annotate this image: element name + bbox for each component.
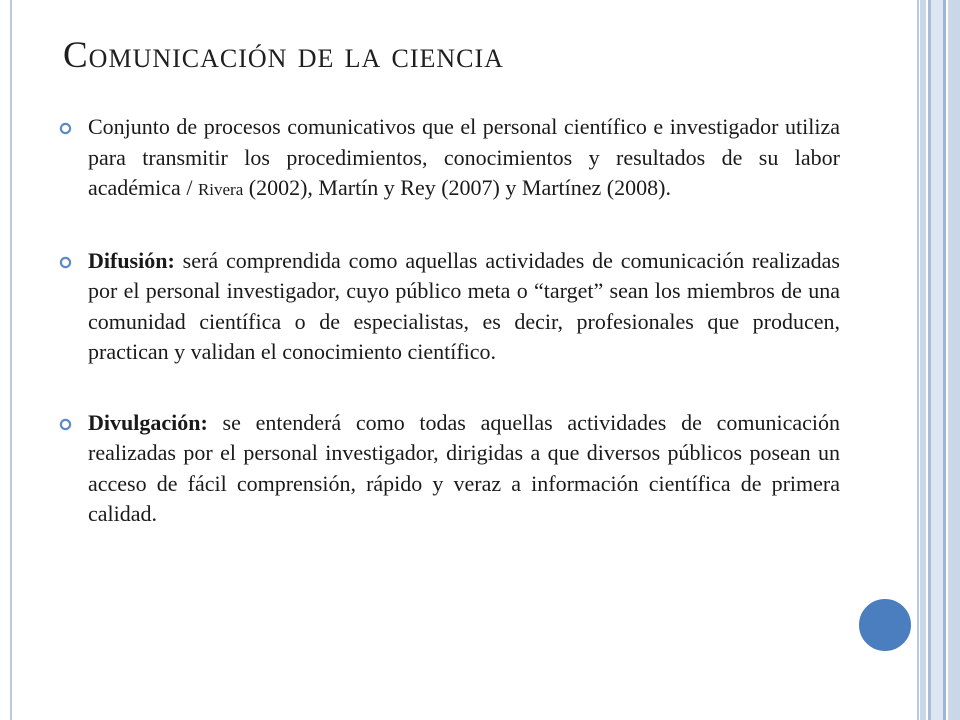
- bullet-text: Conjunto de procesos comunicativos que el personal científico e investigador utiliza para transmitir los procedimientos, conocimientos y resultados de su labor académica /: [88, 114, 840, 200]
- bullet-text: se entenderá como todas aquellas actividades de comunicación realizadas por el personal investigador, dirigidas a que diversos públicos posean un acceso de fácil comprensión, rápido y veraz a información científica de primera calidad.: [88, 409, 840, 526]
- ring-bullet-icon: [59, 122, 72, 135]
- blue-circle-decoration: [856, 596, 914, 654]
- bullet-item-divulgacion: [58, 408, 840, 530]
- bullet-citation-author: Rivera: [197, 180, 244, 199]
- term-divulgacion: Divulgación:: [88, 409, 208, 435]
- ring-bullet-icon: [59, 256, 72, 269]
- bullet-item-definition: [58, 112, 840, 206]
- ring-bullet-icon: [59, 418, 72, 431]
- term-difusion: Difusión:: [88, 247, 175, 273]
- right-decorative-stripes: [920, 0, 960, 720]
- bullet-item-difusion: [58, 246, 840, 368]
- slide-title: Comunicación de la ciencia: [63, 35, 504, 76]
- bullet-text: será comprendida como aquellas actividades de comunicación realizadas por el personal investigador, cuyo público meta o “target” sean los miembros de una comunidad científica o de especialistas, es decir, profesionales que producen, practican y validan el conocimiento científico.: [88, 247, 840, 364]
- bullet-list: [58, 112, 840, 530]
- bullet-citation-rest: (2002), Martín y Rey (2007) y Martínez (2008).: [243, 175, 671, 200]
